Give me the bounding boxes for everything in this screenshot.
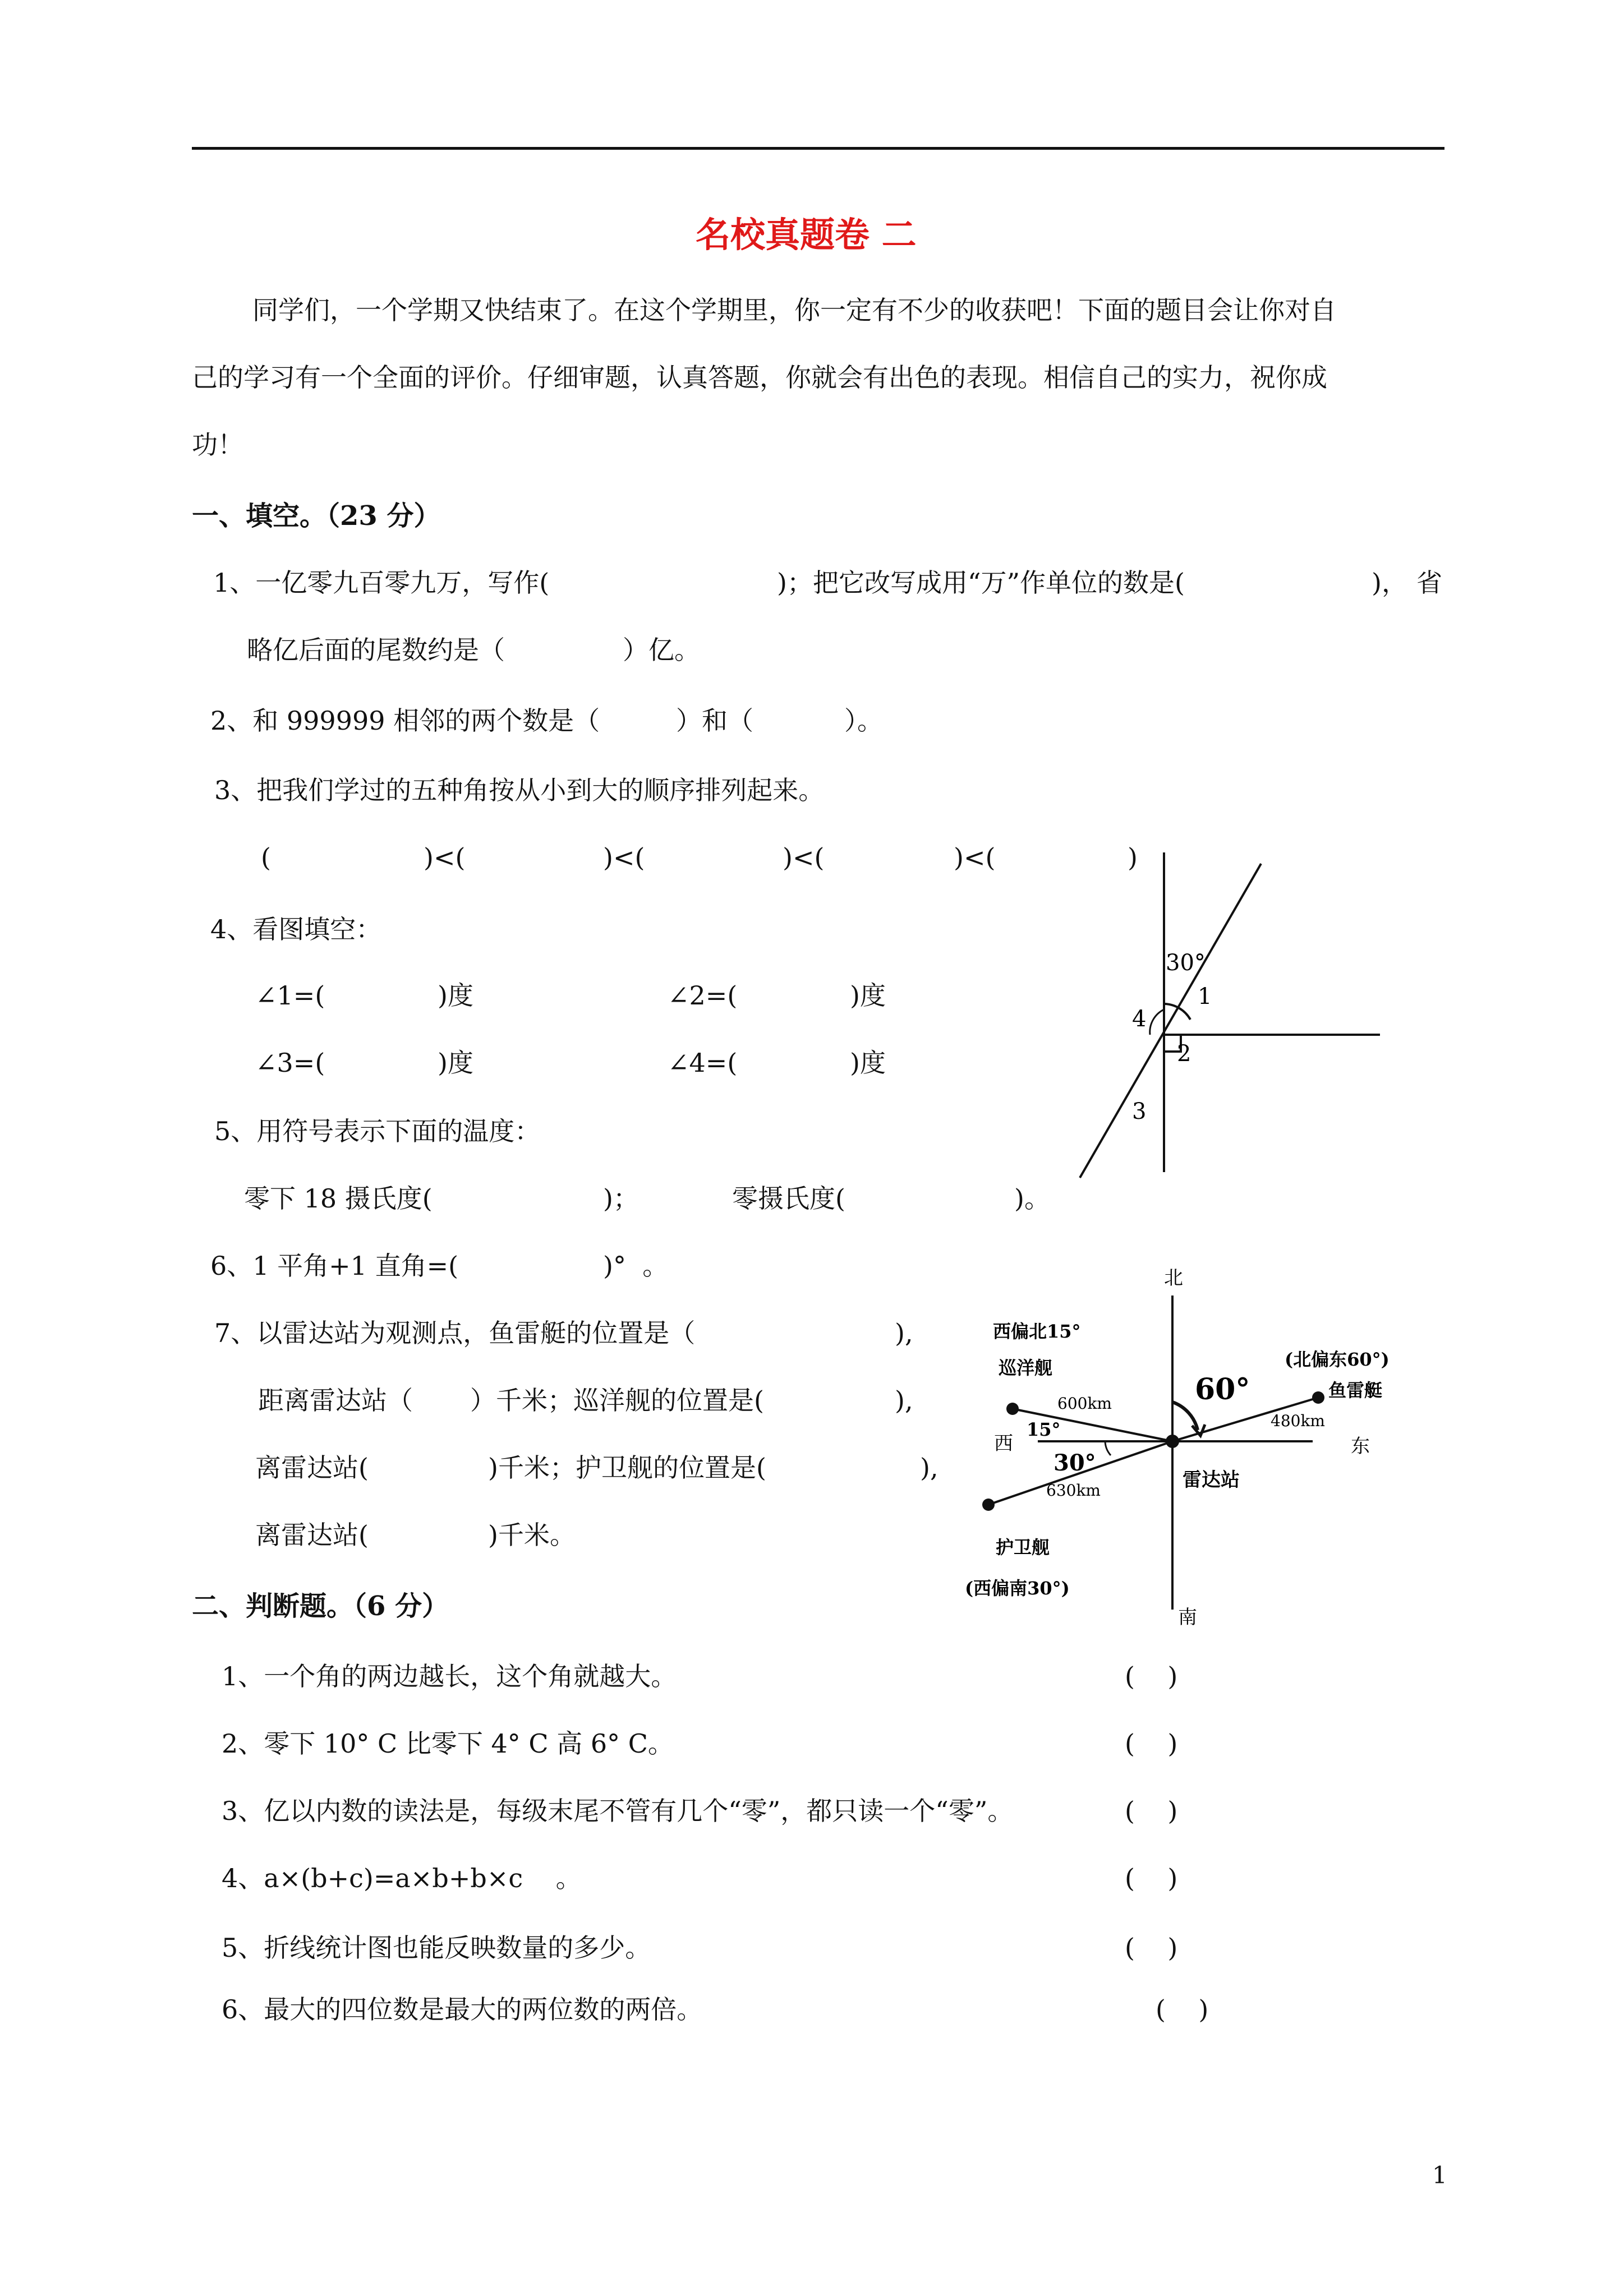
angle-figure [1066, 841, 1402, 1189]
radar-station-label: 雷达站 [1183, 1469, 1240, 1491]
radar-figure [954, 1262, 1459, 1643]
angle-arc-4 [1150, 1009, 1164, 1035]
cruiser-angle: 15° [1027, 1419, 1061, 1440]
angle-slanted-line [1080, 864, 1261, 1178]
q6-part-a: 6、1 平角+1 直角=( [210, 1251, 459, 1281]
q4-angle-4-unit: )度 [850, 1048, 886, 1078]
q7-line-3b: )千米；护卫舰的位置是( [488, 1453, 766, 1483]
q7-line-3a: 离雷达站( [255, 1453, 369, 1483]
intro-line-1: 同学们，一个学期又快结束了。在这个学期里，你一定有不少的收获吧！下面的题目会让你对自 [252, 295, 1336, 325]
q7-line-2c: ), [895, 1385, 913, 1416]
judge-item-3: 3、亿以内数的读法是，每级末尾不管有几个“零”，都只读一个“零”。 [222, 1796, 1014, 1826]
judge-item-6: 6、最大的四位数是最大的两位数的两倍。 [222, 1994, 703, 2025]
q7-line-1b: ), [895, 1318, 913, 1348]
judge-paren-3: ( ) [1125, 1796, 1178, 1826]
q7-line-4b: )千米。 [488, 1520, 576, 1550]
intro-line-3: 功！ [192, 430, 243, 460]
angle-30-arc [1105, 1441, 1111, 1455]
angle-label-2: 2 [1177, 1041, 1191, 1067]
intro-line-2: 己的学习有一个全面的评价。仔细审题，认真答题，你就会有出色的表现。相信自己的实力，祝你成 [192, 362, 1327, 393]
q2-part-b: ）和（ [676, 706, 753, 736]
q4-angle-1: ∠1=( [255, 980, 325, 1011]
q5-part-d: )。 [1014, 1183, 1050, 1214]
q7-line-2a: 距离雷达站（ [258, 1385, 413, 1416]
q3-blank-5: ) [1128, 842, 1138, 873]
judge-item-1: 1、一个角的两边越长，这个角就越大。 [222, 1661, 677, 1691]
q2-part-a: 2、和 999999 相邻的两个数是（ [210, 706, 600, 736]
q7-line-2b: ）千米；巡洋舰的位置是( [470, 1385, 764, 1416]
page-number: 1 [1432, 2161, 1447, 2189]
q5-text: 5、用符号表示下面的温度： [214, 1116, 541, 1146]
judge-paren-6: ( ) [1156, 1994, 1209, 2025]
east-label: 东 [1351, 1435, 1370, 1458]
q5-part-b: )； [603, 1183, 639, 1214]
q1-part-b: )；把它改写成用“万”作单位的数是( [777, 568, 1185, 598]
q4-angle-4: ∠4=( [668, 1048, 738, 1078]
q3-blank-0: ( [261, 842, 271, 873]
q4-angle-3-unit: )度 [438, 1048, 473, 1078]
q1-part-c: )， [1372, 568, 1407, 598]
header-rule [192, 147, 1444, 150]
q7-line-4a: 离雷达站( [255, 1520, 369, 1550]
q3-blank-3: )<( [783, 842, 825, 873]
frigate-direction: (西偏南30°) [965, 1578, 1070, 1599]
q3-blank-1: )<( [424, 842, 466, 873]
q1-line-2a: 略亿后面的尾数约是（ [247, 635, 505, 665]
q2-part-c: ）。 [844, 706, 883, 736]
q6-part-b: )° 。 [603, 1251, 669, 1281]
q7-line-3c: ), [920, 1453, 938, 1483]
q7-line-1a: 7、以雷达站为观测点，鱼雷艇的位置是（ [214, 1318, 696, 1348]
angle-label-4: 4 [1132, 1006, 1147, 1032]
north-label: 北 [1164, 1267, 1183, 1289]
frigate-distance: 630km [1046, 1481, 1101, 1500]
cruiser-name: 巡洋舰 [999, 1357, 1053, 1378]
q3-blank-4: )<( [954, 842, 996, 873]
q1-part-d: 省 [1416, 568, 1442, 598]
q4-angle-1-unit: )度 [438, 980, 473, 1011]
q5-part-c: 零摄氏度( [732, 1183, 845, 1214]
section-1-heading: 一、填空。（23 分） [192, 500, 441, 532]
west-label: 西 [994, 1432, 1013, 1455]
q1-line-2b: ）亿。 [623, 635, 700, 665]
page-title: 名校真题卷 二 [696, 214, 917, 255]
torpedo-boat-distance: 480km [1271, 1412, 1325, 1430]
torpedo-boat-direction: (北偏东60°) [1285, 1349, 1390, 1370]
judge-item-2: 2、零下 10° C 比零下 4° C 高 6° C。 [222, 1728, 674, 1759]
torpedo-boat-name: 鱼雷艇 [1328, 1380, 1383, 1401]
q5-part-a: 零下 18 摄氏度( [244, 1183, 433, 1214]
section-2-heading: 二、判断题。（6 分） [192, 1590, 449, 1622]
q3-blank-2: )<( [603, 842, 645, 873]
q4-angle-2-unit: )度 [850, 980, 886, 1011]
cruiser-distance: 600km [1057, 1394, 1112, 1413]
frigate-name: 护卫舰 [996, 1537, 1050, 1558]
q4-angle-2: ∠2=( [668, 980, 738, 1011]
cruiser-direction: 西偏北15° [993, 1321, 1081, 1342]
q3-text: 3、把我们学过的五种角按从小到大的顺序排列起来。 [214, 775, 825, 805]
angle-label-1: 1 [1198, 984, 1212, 1009]
angle-label-30: 30° [1166, 950, 1206, 976]
judge-paren-1: ( ) [1125, 1661, 1178, 1691]
judge-paren-4: ( ) [1125, 1863, 1178, 1893]
q4-angle-3: ∠3=( [255, 1048, 325, 1078]
judge-paren-5: ( ) [1125, 1933, 1178, 1963]
judge-item-5: 5、折线统计图也能反映数量的多少。 [222, 1933, 651, 1963]
angle-arc-1 [1164, 1004, 1190, 1020]
q1-part-a: 1、一亿零九百零九万，写作( [213, 568, 550, 598]
south-label: 南 [1178, 1606, 1197, 1629]
q4-text: 4、看图填空： [210, 914, 382, 944]
angle-label-3: 3 [1132, 1099, 1147, 1124]
torpedo-boat-angle: 60° [1195, 1372, 1250, 1407]
judge-paren-2: ( ) [1125, 1728, 1178, 1759]
judge-item-4: 4、a×(b+c)=a×b+b×c 。 [222, 1863, 582, 1893]
frigate-angle: 30° [1053, 1450, 1096, 1476]
